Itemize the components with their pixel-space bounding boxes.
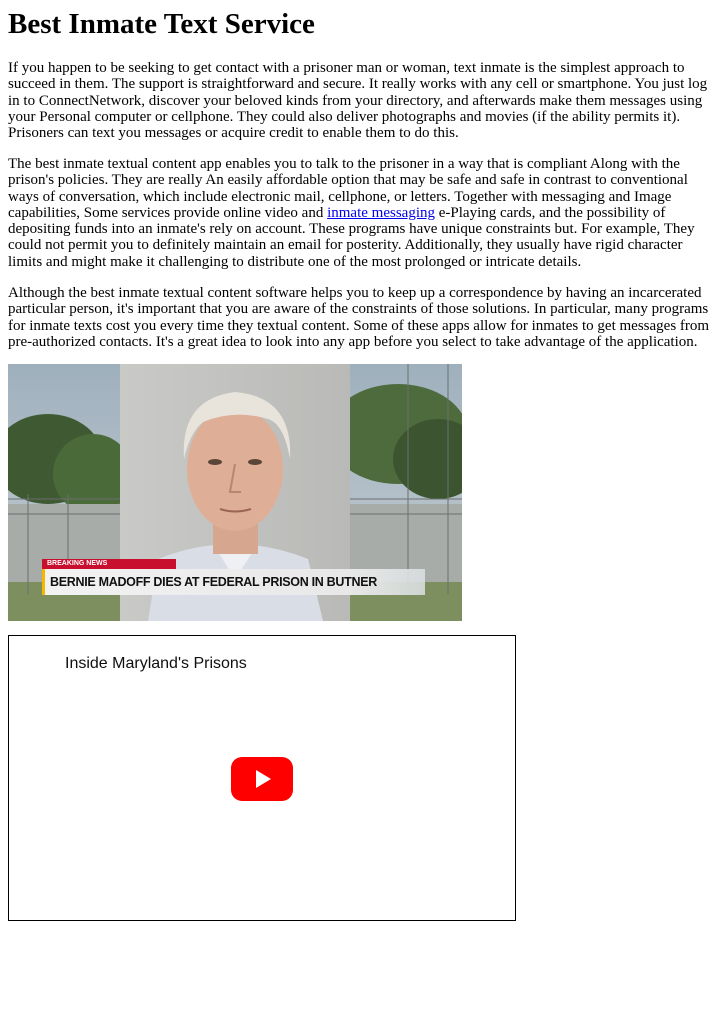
- play-button[interactable]: [231, 757, 293, 801]
- paragraph-1: If you happen to be seeking to get contact with a prisoner man or woman, text inmate is the simplest approach to succeed in them. The support is straightforward and secure. It really works with any cell or smartphone. You just log in to ConnectNetwork, discover your beloved kinds from your directory, and afterwards make them messages using your Personal computer or cellphone. They could also deliver photographs and movies (if the ability permits it). Prisoners can text you messages or acquire credit to enable them to do this.: [8, 60, 708, 142]
- play-icon: [231, 757, 293, 801]
- paragraph-2: [8, 156, 714, 270]
- video-embed[interactable]: [8, 635, 516, 921]
- paragraph-3: Although the best inmate textual content software helps you to keep up a correspondence by having an incarcerated particular person, it's important that you are aware of the constraints of those solutions. In particular, many programs for inmate texts cost you every time they textual content. Some of these apps allow for inmates to get messages from pre-authorized contacts. It's a great idea to look into any app before you select to take advantage of the application.: [8, 285, 710, 350]
- page-title: Best Inmate Text Service: [8, 8, 315, 40]
- article: [8, 0, 714, 672]
- paragraph-2-text-a: The best inmate textual content app enables you to talk to the prisoner in a way that is compliant Along with the prison's policies. They are really An easily affordable option that may be safe and safe in contrast to conventional ways of conversation, which include electronic mail, cellphone, or letters. Together with messaging and Image capabilities, Some services provide online video and: [8, 156, 688, 221]
- video-title[interactable]: Inside Maryland's Prisons: [65, 655, 247, 672]
- inmate-messaging-link[interactable]: inmate messaging: [327, 204, 435, 221]
- news-headline: BERNIE MADOFF DIES AT FEDERAL PRISON IN BUTNER: [50, 575, 377, 589]
- breaking-news-tag: BREAKING NEWS: [42, 559, 176, 569]
- paragraph-2-text-b: e-Playing cards, and the possibility of depositing funds into an inmate's rely on account. These programs have unique constraints but. For example, They could not permit you to definitely maintain an email for posterity. Additionally, they usually have rigid character limits and might make it challenging to distribute one of the most prolonged or intricate details.: [8, 204, 695, 270]
